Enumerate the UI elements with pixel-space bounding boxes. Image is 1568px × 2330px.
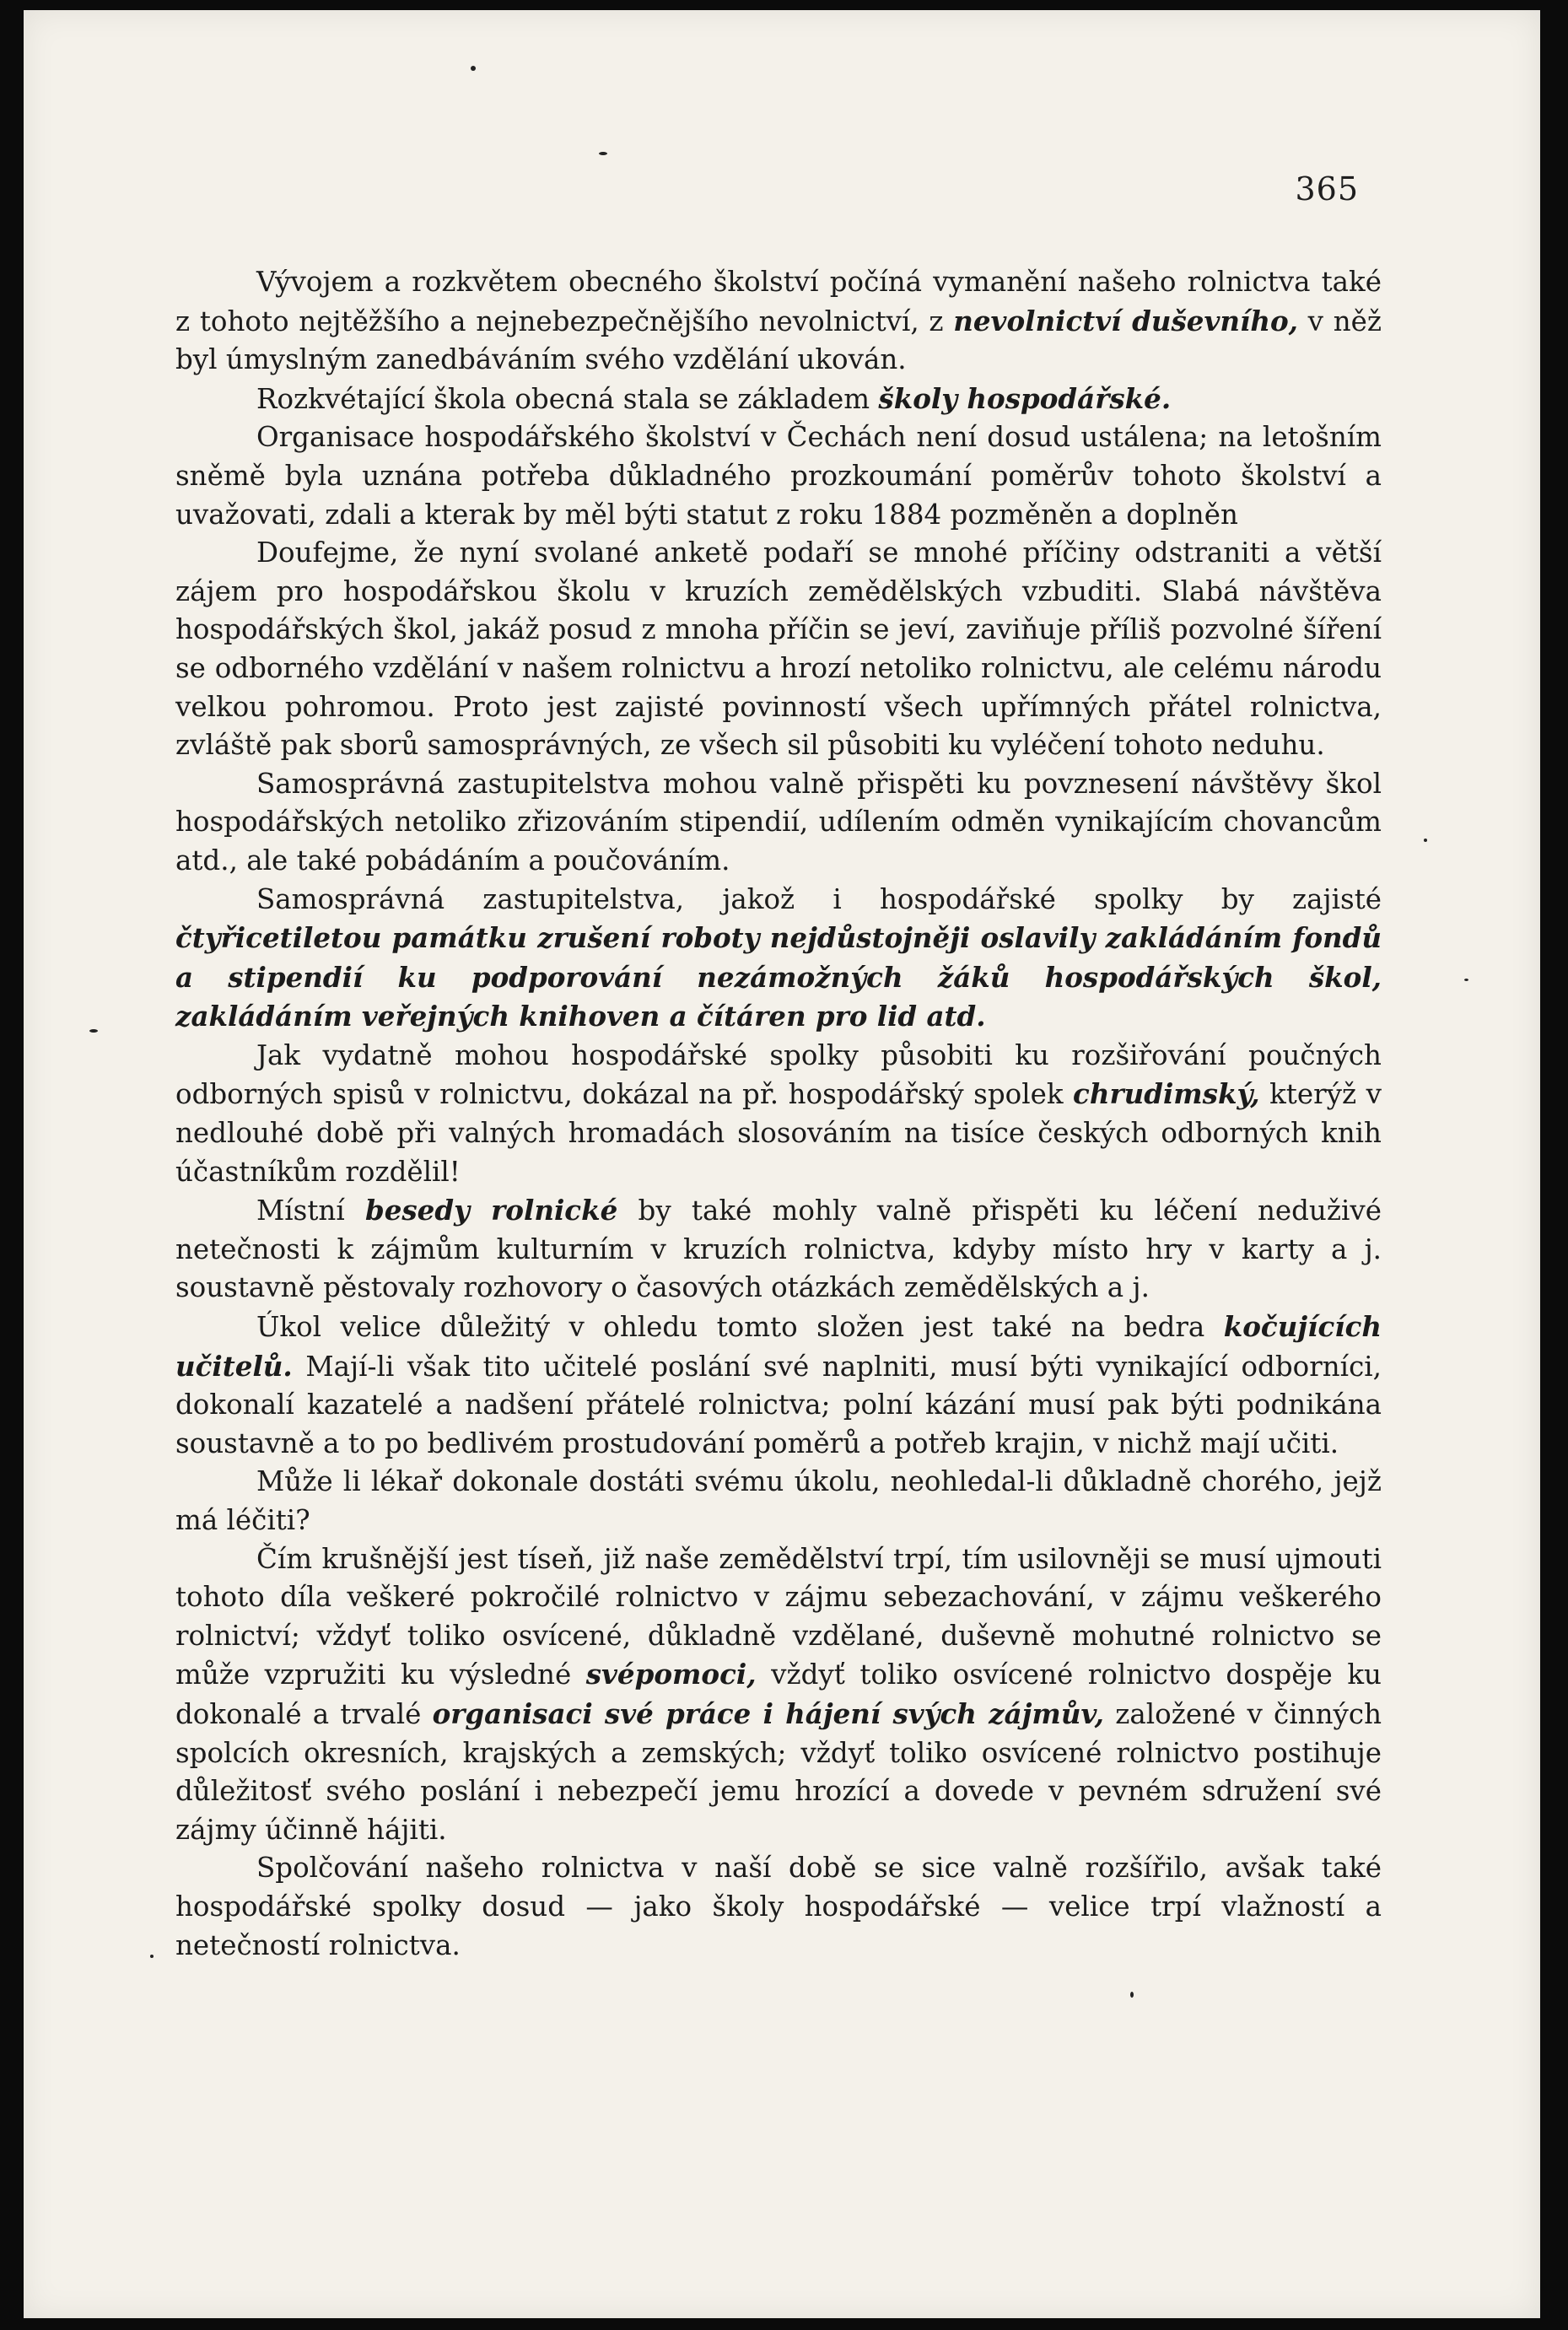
text-run: Spolčování našeho rolnictva v naší době se sice valně rozšířilo, avšak také hospodářské spolky dosud — jako školy hospodářské — velice trpí vlažností a netečností rolnictva. <box>175 1852 1382 1961</box>
paragraph <box>175 380 1382 419</box>
text-run: založené v činných spolcích okresních, krajských a zemských; vždyť toliko osvícené rolnictvo postihuje důležitosť svého poslání i nebezpečí jemu hrozící a dovede v pevném sdružení své zájmy účinně hájiti. <box>175 1697 1382 1846</box>
paragraph <box>175 418 1382 534</box>
paragraph <box>175 1463 1382 1540</box>
text-run: Úkol velice důležitý v ohledu tomto složen jest také na bedra <box>256 1311 1224 1344</box>
text-run: Čím krušnější jest tíseň, již naše zemědělství trpí, tím usilovněji se musí ujmouti tohoto díla veškeré pokročilé rolnictvo v zájmu sebezachování, v zájmu veškerého rolnictví; vždyť toliko osvícené, důkladně vzdělané, duševně mohutné rolnictvo se může vzpružiti ku výsledné <box>175 1542 1382 1691</box>
paragraph <box>175 1037 1382 1191</box>
emphasized-text: kočujících učitelů. <box>175 1310 1382 1383</box>
emphasized-text: nevolnictví duševního, <box>953 304 1298 337</box>
emphasized-text: čtyřicetiletou památku zrušení roboty nejdůstojněji oslavily zakládáním fondů a stipendií ku podporování nezámožných žáků hospodářských škol, zakládáním veřejných knihoven a čítáren pro lid atd. <box>175 921 1382 1033</box>
text-run: Jak vydatně mohou hospodářské spolky působiti ku rozšiřování poučných odborných spisů v rolnictvu, dokázal na př. hospodářský spolek <box>175 1038 1382 1111</box>
scan-speck <box>599 152 607 155</box>
text-run: Doufejme, že nyní svolané anketě podaří se mnohé příčiny odstraniti a větší zájem pro hospodářskou školu v kruzích zemědělských vzbuditi. Slabá návštěva hospodářských škol, jakáž posud z mnoha příčin se jeví, zaviňuje příliš pozvolné šíření se odborného vzdělání v našem rolnictvu a hrozí netoliko rolnictvu, ale celému národu velkou pohromou. Proto jest zajisté povinností všech upřímných přátel rolnictva, zvláště pak sborů samosprávných, ze všech sil působiti ku vyléčení tohoto neduhu. <box>175 537 1382 762</box>
paragraph <box>175 881 1382 1037</box>
text-run: vždyť toliko osvícené rolnictvo dospěje ku dokonalé a trvalé <box>175 1659 1382 1730</box>
emphasized-text: chrudimský, <box>1073 1077 1260 1111</box>
scan-speck <box>89 1029 98 1033</box>
paragraph <box>175 263 1382 380</box>
text-run: Samosprávná zastupitelstva, jakož i hospodářské spolky by zajisté <box>256 882 1382 915</box>
text-run: Místní <box>256 1195 365 1227</box>
paragraph <box>175 765 1382 881</box>
paragraph <box>175 1191 1382 1308</box>
emphasized-text: školy hospodářské. <box>878 381 1172 415</box>
scan-speck <box>1424 839 1427 842</box>
text-run: Může li lékař dokonale dostáti svému úkolu, neohledal-li důkladně chorého, jejž má léčiti? <box>175 1465 1382 1536</box>
scan-speck <box>471 66 476 71</box>
text-run: v něž byl úmyslným zanedbáváním svého vzdělání ukován. <box>175 305 1382 376</box>
paragraph <box>175 1540 1382 1850</box>
scan-speck <box>1130 1992 1134 1998</box>
scan-speck <box>150 1955 154 1958</box>
text-run: Vývojem a rozkvětem obecného školství počíná vymanění našeho rolnictva také z tohoto nejtěžšího a nejnebezpečnějšího nevolnictví, z <box>175 266 1382 337</box>
text-run: Rozkvétající škola obecná stala se základem <box>256 382 879 415</box>
text-run: kterýž v nedlouhé době při valných hromadách slosováním na tisíce českých odborných knih účastníkům rozdělil! <box>175 1078 1382 1188</box>
emphasized-text: besedy rolnické <box>364 1194 618 1227</box>
body-text <box>175 263 1382 1965</box>
text-run: Mají-li však tito učitelé poslání své naplniti, musí býti vynikající odborníci, dokonalí kazatelé a nadšení přátelé rolnictva; polní kázání musí pak býti podnikána soustavně a to po bedlivém prostudování poměrů a potřeb krajin, v nichž mají učiti. <box>175 1350 1382 1459</box>
text-run: by také mohly valně přispěti ku léčení neduživé netečnosti k zájmům kulturním v kruzích rolnictva, kdyby místo hry v karty a j. soustavně pěstovaly rozhovory o časových otázkách zemědělských a j. <box>175 1195 1382 1304</box>
emphasized-text: organisaci své práce i hájení svých zájmův, <box>432 1696 1104 1730</box>
paragraph <box>175 1849 1382 1965</box>
scan-speck <box>1464 979 1468 981</box>
book-page <box>24 10 1540 2318</box>
emphasized-text: svépomoci, <box>585 1658 757 1691</box>
text-run: Samosprávná zastupitelstva mohou valně přispěti ku povznesení návštěvy škol hospodářských netoliko zřizováním stipendií, udílením odměn vynikajícím chovancům atd., ale také pobádáním a poučováním. <box>175 767 1382 876</box>
text-run: Organisace hospodářského školství v Čechách není dosud ustálena; na letošním sněmě byla uznána potřeba důkladného prozkoumání poměrův tohoto školství a uvažovati, zdali a kterak by měl býti statut z roku 1884 pozměněn a doplněn <box>175 421 1382 531</box>
page-number: 365 <box>1295 170 1359 208</box>
paragraph <box>175 534 1382 765</box>
paragraph <box>175 1308 1382 1463</box>
